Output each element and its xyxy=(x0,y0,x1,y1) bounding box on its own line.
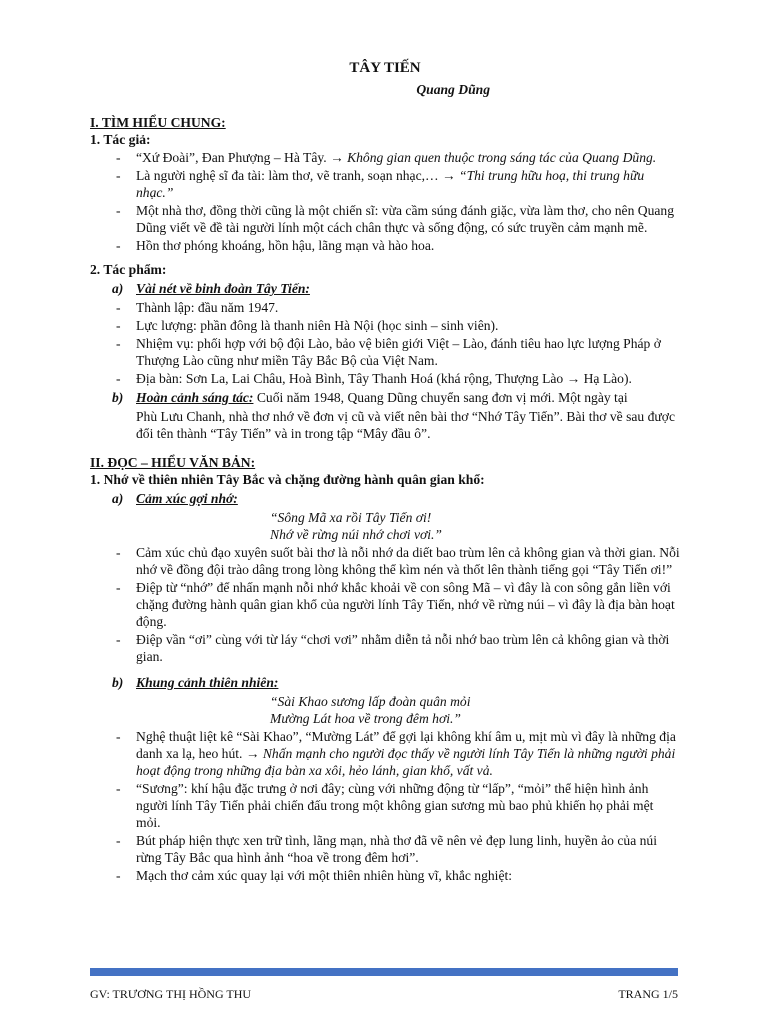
verse-line-2: Nhớ về rừng núi nhớ chơi vơi.” xyxy=(270,527,442,542)
bullet-text: Nghệ thuật liệt kê “Sài Khao”, “Mường Lát” để gợi lại không khí âm u, mịt mù vì đây là những địa danh xa lạ, heo hút. xyxy=(136,729,676,761)
author-bullet-1 xyxy=(90,149,680,166)
subheading-context xyxy=(90,389,680,406)
arrow-icon: → xyxy=(330,150,344,165)
verse-line-4: Mường Lát hoa về trong đêm hơi.” xyxy=(270,711,461,726)
landscape-bullet-4: - Mạch thơ cảm xúc quay lại với một thiên nhiên hùng vĩ, khắc nghiệt: xyxy=(90,867,680,884)
subheading-title: Vài nét về binh đoàn Tây Tiến: xyxy=(136,281,310,296)
bullet-text: “Xứ Đoài”, Đan Phượng – Hà Tây. xyxy=(136,150,331,165)
work-heading: 2. Tác phẩm: xyxy=(90,262,167,277)
section-2-heading: II. ĐỌC – HIỂU VĂN BẢN: xyxy=(90,455,256,470)
unit-bullet-1: - Thành lập: đầu năm 1947. xyxy=(90,299,680,316)
arrow-icon: → xyxy=(245,746,260,761)
unit-bullet-3: - Nhiệm vụ: phối hợp với bộ đội Lào, bảo vệ biên giới Việt – Lào, đánh tiêu hao lực lượng Pháp ở Thượng Lào cũng như miền Tây Bắc Bộ của Việt Nam. xyxy=(90,335,680,369)
nature-heading: 1. Nhớ về thiên nhiên Tây Bắc và chặng đường hành quân gian khổ: xyxy=(90,472,485,487)
page-number: TRANG 1/5 xyxy=(618,987,678,1001)
context-text: Cuối năm 1948, Quang Dũng chuyển sang đơn vị mới. Một ngày tại xyxy=(253,390,628,405)
bullet-italic-text: Không gian quen thuộc trong sáng tác của Quang Dũng. xyxy=(343,150,657,165)
author-bullet-2 xyxy=(90,167,680,201)
subheading-emotion xyxy=(90,490,680,507)
unit-bullet-2: - Lực lượng: phần đông là thanh niên Hà Nội (học sinh – sinh viên). xyxy=(90,317,680,334)
subheading-marker: a) xyxy=(112,281,124,296)
teacher-name: GV: TRƯƠNG THỊ HỒNG THU xyxy=(90,987,252,1001)
bullet-italic-text: Nhấn mạnh cho người đọc thấy về người lính Tây Tiến là những người phải hoạt động trong những địa bàn xa xôi, hẻo lánh, gian khổ, vất vả. xyxy=(136,746,676,778)
subheading-unit-info xyxy=(90,280,680,297)
emotion-bullet-2: - Điệp từ “nhớ” để nhấn mạnh nỗi nhớ khắc khoải về con sông Mã – vì đây là con sông gắn liền với chặng đường hành quân gian khổ của người lính Tây Tiến, nhớ về rừng núi – vì đây là địa bàn hoạt động. xyxy=(90,579,680,630)
emotion-bullet-3: - Điệp vần “ơi” cùng với từ láy “chơi vơi” nhằm diễn tả nỗi nhớ bao trùm lên cả không gian và thời gian. xyxy=(90,631,680,665)
document-content xyxy=(90,60,680,885)
subheading-landscape xyxy=(90,674,680,691)
section-1-heading: I. TÌM HIỂU CHUNG: xyxy=(90,115,226,130)
verse-line-3: “Sài Khao sương lấp đoàn quân mỏi xyxy=(270,694,471,709)
verse-line-1: “Sông Mã xa rồi Tây Tiến ơi! xyxy=(270,510,432,525)
bullet-text: Là người nghệ sĩ đa tài: làm thơ, vẽ tranh, soạn nhạc,… xyxy=(136,168,443,183)
author-bullet-3: - Một nhà thơ, đồng thời cũng là một chiến sĩ: vừa cầm súng đánh giặc, vừa làm thơ, cho nên Quang Dũng viết về đề tài người lính một cách chân thực và sống động, có sức truyền cảm mạnh mẽ. xyxy=(90,202,680,236)
subheading-marker: a) xyxy=(112,491,124,506)
subheading-marker: b) xyxy=(112,390,124,405)
subheading-marker: b) xyxy=(112,675,124,690)
context-continued: Phù Lưu Chanh, nhà thơ nhớ về đơn vị cũ và viết nên bài thơ “Nhớ Tây Tiến”. Bài thơ về sau được đổi tên thành “Tây Tiến” và in trong tập “Mây đầu ô”. xyxy=(136,409,675,441)
bullet-italic-text: “Thi trung hữu hoạ, thi trung hữu nhạc.” xyxy=(136,168,645,200)
unit-bullet-4: - Địa bàn: Sơn La, Lai Châu, Hoà Bình, Tây Thanh Hoá (khá rộng, Thượng Lào → Hạ Lào). xyxy=(90,370,680,387)
footer-divider-bar xyxy=(90,968,678,976)
author-heading: 1. Tác giả: xyxy=(90,132,151,147)
document-author: Quang Dũng xyxy=(416,82,490,97)
document-title: TÂY TIẾN xyxy=(349,60,421,76)
landscape-bullet-3: - Bút pháp hiện thực xen trữ tình, lãng mạn, nhà thơ đã vẽ nên vẻ đẹp lung linh, huyền ảo của núi rừng Tây Bắc qua hình ảnh “hoa về trong đêm hơi”. xyxy=(90,832,680,866)
subheading-title: Khung cảnh thiên nhiên: xyxy=(136,675,279,690)
arrow-icon: → xyxy=(442,168,456,183)
subheading-title: Cảm xúc gợi nhớ: xyxy=(136,491,238,506)
author-bullet-4: - Hồn thơ phóng khoáng, hồn hậu, lãng mạn và hào hoa. xyxy=(90,237,680,254)
emotion-bullet-1: - Cảm xúc chủ đạo xuyên suốt bài thơ là nỗi nhớ da diết bao trùm lên cả không gian và thời gian. Nỗi nhớ về đồng đội trào dâng trong lòng không thể kìm nén và thốt lên thành tiếng gọi “Tây Tiến ơi!” xyxy=(90,544,680,578)
landscape-bullet-2: - “Sương”: khí hậu đặc trưng ở nơi đây; cùng với những động từ “lấp”, “mỏi” thể hiện hình ảnh người lính Tây Tiến phải chiến đấu trong một không gian sương mù bao phủ khiến họ phải mệt mỏi. xyxy=(90,780,680,831)
subheading-title: Hoàn cảnh sáng tác: xyxy=(136,390,254,405)
landscape-bullet-1 xyxy=(90,728,680,779)
